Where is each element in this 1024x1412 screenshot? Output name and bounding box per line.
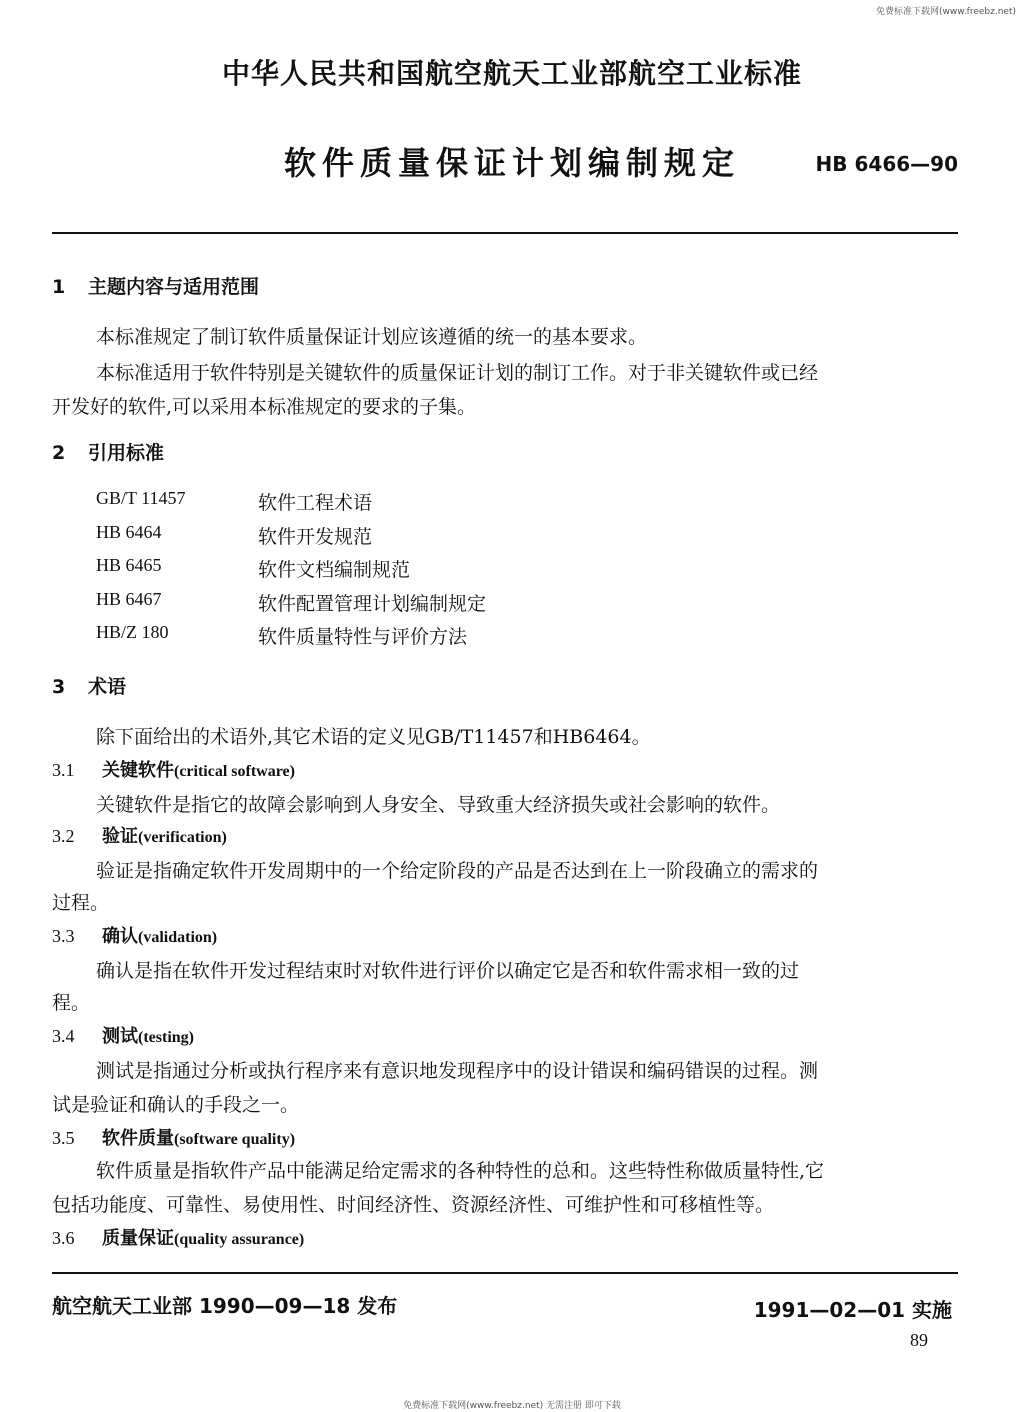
term-definition: 测试是指通过分析或执行程序来有意识地发现程序中的设计错误和编码错误的过程。测 bbox=[96, 1060, 819, 1082]
header-rule bbox=[52, 232, 958, 234]
term-number: 3.1 bbox=[52, 760, 75, 780]
document-title: 软件质量保证计划编制规定 bbox=[283, 144, 740, 182]
paragraph: 本标准规定了制订软件质量保证计划应该遵循的统一的基本要求。 bbox=[96, 326, 648, 348]
term-definition: 关键软件是指它的故障会影响到人身安全、导致重大经济损失或社会影响的软件。 bbox=[96, 794, 781, 816]
reference-title: 软件工程术语 bbox=[258, 492, 373, 514]
reference-title: 软件配置管理计划编制规定 bbox=[258, 593, 487, 615]
section-3-heading bbox=[52, 672, 126, 699]
section-title: 术语 bbox=[88, 676, 127, 698]
issue-date: 航空航天工业部 1990—09—18 发布 bbox=[52, 1294, 398, 1318]
watermark-bottom: 免费标准下载网(www.freebz.net) 无需注册 即可下载 bbox=[403, 1401, 621, 1411]
reference-title: 软件文档编制规范 bbox=[258, 559, 411, 581]
term-en: (verification) bbox=[138, 829, 227, 846]
term-number: 3.3 bbox=[52, 926, 75, 946]
footer-rule bbox=[52, 1272, 958, 1274]
term-heading-verification bbox=[52, 822, 227, 848]
effective-date: 1991—02—01 实施 bbox=[753, 1298, 952, 1322]
term-en: (quality assurance) bbox=[174, 1231, 305, 1248]
organization-title: 中华人民共和国航空航天工业部航空工业标准 bbox=[221, 57, 802, 90]
term-en: (software quality) bbox=[174, 1131, 296, 1148]
term-heading-critical-software bbox=[52, 756, 295, 782]
term-en: (validation) bbox=[138, 929, 218, 946]
section-2-heading bbox=[52, 438, 164, 465]
term-definition-continuation: 过程。 bbox=[52, 892, 110, 914]
term-zh: 关键软件 bbox=[102, 760, 174, 781]
reference-code: HB 6467 bbox=[96, 589, 162, 609]
term-zh: 测试 bbox=[102, 1026, 138, 1047]
page-number: 89 bbox=[910, 1330, 928, 1350]
section-number: 1 bbox=[52, 276, 66, 298]
reference-title: 软件质量特性与评价方法 bbox=[258, 626, 468, 648]
term-zh: 质量保证 bbox=[102, 1228, 174, 1249]
section-1-heading bbox=[52, 272, 259, 299]
paragraph: 本标准适用于软件特别是关键软件的质量保证计划的制订工作。对于非关键软件或已经 bbox=[96, 362, 819, 384]
term-zh: 软件质量 bbox=[102, 1128, 174, 1149]
standard-code: HB 6466—90 bbox=[815, 152, 958, 176]
section-number: 2 bbox=[52, 442, 66, 464]
term-definition: 验证是指确定软件开发周期中的一个给定阶段的产品是否达到在上一阶段确立的需求的 bbox=[96, 860, 819, 882]
term-definition-continuation: 包括功能度、可靠性、易使用性、时间经济性、资源经济性、可维护性和可移植性等。 bbox=[52, 1194, 775, 1216]
term-definition: 确认是指在软件开发过程结束时对软件进行评价以确定它是否和软件需求相一致的过 bbox=[96, 960, 800, 982]
term-number: 3.2 bbox=[52, 826, 75, 846]
reference-code: HB 6464 bbox=[96, 522, 162, 542]
term-en: (critical software) bbox=[174, 763, 295, 780]
section-title: 引用标准 bbox=[88, 442, 165, 464]
term-definition-continuation: 试是验证和确认的手段之一。 bbox=[52, 1094, 300, 1116]
term-heading-software-quality bbox=[52, 1124, 295, 1150]
term-en: (testing) bbox=[138, 1029, 194, 1046]
reference-code: HB/Z 180 bbox=[96, 622, 169, 642]
term-heading-testing bbox=[52, 1022, 194, 1048]
term-heading-quality-assurance bbox=[52, 1224, 304, 1250]
section-number: 3 bbox=[52, 676, 66, 698]
term-number: 3.4 bbox=[52, 1026, 75, 1046]
reference-title: 软件开发规范 bbox=[258, 526, 373, 548]
term-definition: 软件质量是指软件产品中能满足给定需求的各种特性的总和。这些特性称做质量特性,它 bbox=[96, 1160, 825, 1182]
reference-code: GB/T 11457 bbox=[96, 488, 186, 508]
paragraph: 除下面给出的术语外,其它术语的定义见GB/T11457和HB6464。 bbox=[96, 726, 651, 748]
term-number: 3.5 bbox=[52, 1128, 75, 1148]
term-definition-continuation: 程。 bbox=[52, 992, 91, 1014]
reference-code: HB 6465 bbox=[96, 555, 162, 575]
term-heading-validation bbox=[52, 922, 217, 948]
section-title: 主题内容与适用范围 bbox=[88, 276, 260, 298]
term-zh: 验证 bbox=[102, 826, 138, 847]
term-zh: 确认 bbox=[102, 926, 138, 947]
term-number: 3.6 bbox=[52, 1228, 75, 1248]
paragraph-continuation: 开发好的软件,可以采用本标准规定的要求的子集。 bbox=[52, 396, 477, 418]
watermark-top: 免费标准下载网(www.freebz.net) bbox=[876, 7, 1016, 17]
